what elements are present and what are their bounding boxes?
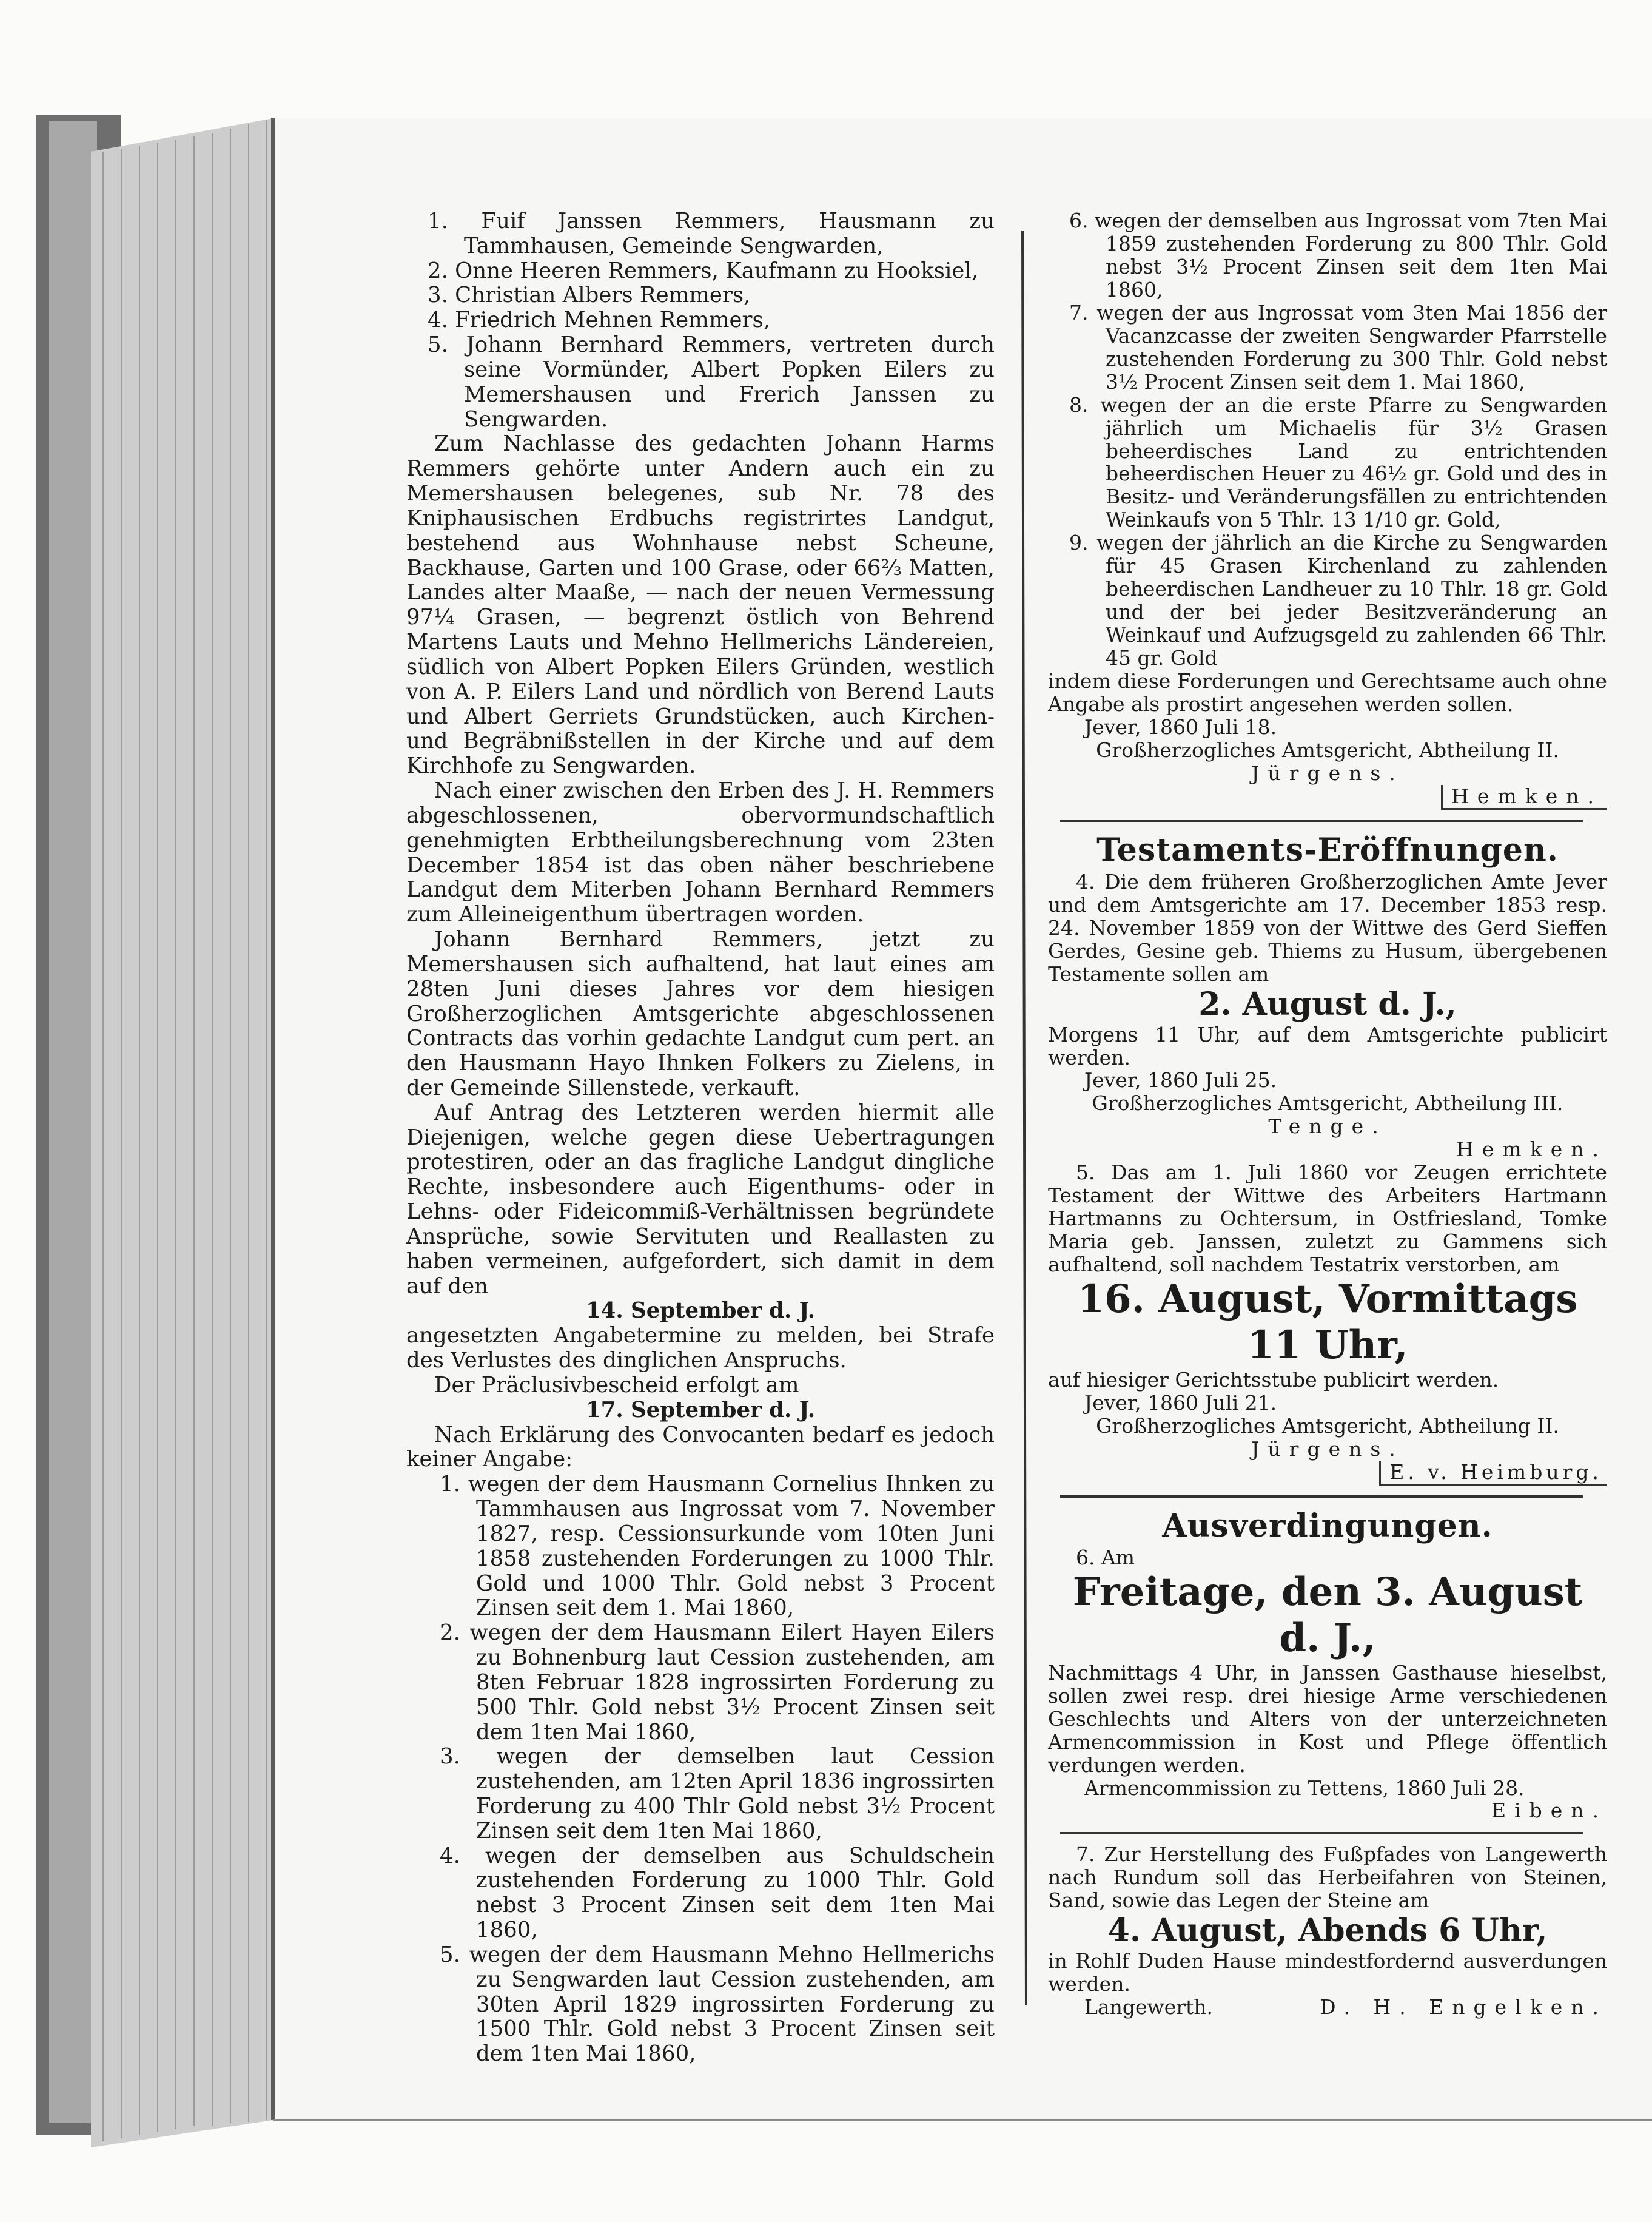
claim-item: 2. wegen der dem Hausmann Eilert Hayen Eilers zu Bohnenburg laut Cession zustehenden, am 8ten Februar 1828 ingrossirten Forderung zu 500 Thlr. Gold nebst 3½ Procent Zinsen seit dem 1ten Mai 1860, [440, 1620, 995, 1745]
estate-paragraph: Zum Nachlasse des gedachten Johann Harms Remmers gehörte unter Andern auch ein zu Memershausen belegenes, sub Nr. 78 des Kniphausischen Erdbuchs registrirtes Landgut, bestehend aus Wohnhause nebst Scheune, Backhause, Garten und 100 Grase, oder 66⅔ Matten, Landes alter Maaße, — nach der neuen Vermessung 97¼ Grasen, — begrenzt östlich von Behrend Martens Lauts und Mehno Hellmerichs Ländereien, südlich von Albert Popken Eilers Gründen, westlich von A. P. Eilers Land und nördlich von Berend Lauts und Albert Gerriets Grundstücken, auch Kirchen- und Begräbnißstellen in der Kirche und auf dem Kirchhofe zu Sengwarden. [406, 431, 995, 779]
heir-item: 5. Johann Bernhard Remmers, vertreten durch seine Vormünder, Albert Popken Eilers zu Memershausen und Frerich Janssen zu Sengwarden. [428, 332, 995, 432]
claim-item: 1. wegen der dem Hausmann Cornelius Ihnken zu Tammhausen aus Ingrossat vom 7. November 1827, resp. Cessionsurkunde vom 10ten Juni 1858 zustehenden Forderungen zu 1000 Thlr. Gold und 1000 Thlr. Gold nebst 3 Procent Zinsen seit dem 1. Mai 1860, [440, 1472, 995, 1621]
section-heading: Testaments-Eröffnungen. [1096, 831, 1559, 869]
claim-item: 3. wegen der demselben laut Cession zustehenden, am 12ten April 1836 ingrossirten Forderung zu 400 Thlr Gold nebst 3½ Procent Zinsen seit dem 1ten Mai 1860, [440, 1744, 995, 1843]
notice-paragraph: in Rohlf Duden Hause mindestfordernd ausverdungen werden. [1048, 1949, 1607, 1996]
right-column [1048, 209, 1607, 2019]
claim-item: 8. wegen der an die erste Pfarre zu Sengwarden jährlich um Michaelis für 3½ Grasen beheerdisches Land zu entrichtenden beheerdischen Heuer zu 46½ gr. Gold und des in Besitz- und Veränderungsfällen zu entrichtenden Weinkaufs von 5 Thlr. 13 1/10 gr. Gold, [1069, 392, 1607, 532]
heir-item: 2. Onne Heeren Remmers, Kaufmann zu Hooksiel, [428, 258, 979, 283]
claim-item: 7. wegen der aus Ingrossat vom 3ten Mai 1856 der Vacanzcasse der zweiten Sengwarder Pfarrstelle zustehenden Forderung zu 300 Thlr. Gold nebst 3½ Procent Zinsen seit dem 1. Mai 1860, [1069, 300, 1607, 394]
judge-signature: Tenge. [1268, 1114, 1387, 1139]
place-name: Langewerth. [1084, 1995, 1214, 2019]
notice-date: 4. August, Abends 6 Uhr, [1107, 1912, 1548, 1950]
heir-item: 4. Friedrich Mehnen Remmers, [428, 308, 770, 333]
section-heading: Ausverdingungen. [1162, 1507, 1493, 1544]
signer-signature: Eiben. [1491, 1799, 1607, 1823]
preclusion-paragraph: Der Präclusivbescheid erfolgt am [434, 1372, 799, 1398]
section-divider [1060, 820, 1583, 822]
judge-signature: Jürgens. [1251, 1436, 1404, 1461]
court-name: Großherzogliches Amtsgericht, Abtheilung III. [1092, 1091, 1563, 1116]
request-paragraph: Auf Antrag des Letzteren werden hiermit alle Diejenigen, welche gegen diese Uebertragungen protestiren, oder an das fragliche Landgut dingliche Rechte, insbesondere auch Eigenthums- oder in Lehns- oder Fideicommiß-Verhältnissen begründete Ansprüche, sowie Servituten und Reallasten zu haben vermeinen, aufgefordert, sich damit in dem auf den [406, 1100, 995, 1299]
claim-item: 9. wegen der jährlich an die Kirche zu Sengwarden für 45 Grasen Kirchenland zu zahlenden beheerdischen Landheuer zu 10 Thlr. 18 gr. Gold und der bei jeder Besitzveränderung an Weinkauf und Aufzugsgeld zu zahlenden 66 Thlr. 45 gr. Gold [1069, 531, 1607, 670]
convocant-paragraph: Nach Erklärung des Convocanten bedarf es jedoch keiner Angabe: [406, 1422, 995, 1472]
clerk-signature: E. v. Heimburg. [1379, 1461, 1607, 1486]
notice-paragraph: Morgens 11 Uhr, auf dem Amtsgerichte publicirt werden. [1048, 1022, 1607, 1069]
preclusion-date: 17. September d. J. [585, 1397, 816, 1422]
claim-item: 6. wegen der demselben aus Ingrossat vom 7ten Mai 1859 zustehenden Forderung zu 800 Thlr. Gold nebst 3½ Procent Zinsen seit dem 1ten Mai 1860, [1069, 209, 1607, 301]
left-column [406, 209, 995, 2067]
heir-item: 1. Fuif Janssen Remmers, Hausmann zu Tammhausen, Gemeinde Sengwarden, [428, 209, 995, 258]
place-date: Jever, 1860 Juli 25. [1084, 1068, 1277, 1092]
notice-paragraph: auf hiesiger Gerichtsstube publicirt werden. [1048, 1368, 1499, 1392]
section-divider [1060, 1832, 1583, 1834]
sale-paragraph: Johann Bernhard Remmers, jetzt zu Memershausen sich aufhaltend, hat laut eines am 28ten Juni dieses Jahres vor dem hiesigen Großherzoglichen Amtsgerichte abgeschlossenen Contracts das vorhin gedachte Landgut cum pert. an den Hausmann Hayo Ihnken Folkers zu Zielens, in der Gemeinde Sillenstede, verkauft. [406, 927, 995, 1100]
notice-paragraph: 7. Zur Herstellung des Fußpfades von Langewerth nach Rundum soll das Herbeifahren von Steinen, Sand, sowie das Legen der Steine am [1048, 1842, 1607, 1913]
notice-paragraph: Nachmittags 4 Uhr, in Janssen Gasthause hieselbst, sollen zwei resp. drei hiesige Arme verschiedenen Geschlechts und Alters von der unterzeichneten Armencommission in Kost und Pflege öffentlich verdungen werden. [1048, 1660, 1607, 1777]
signer-signature: D. H. Engelken. [1320, 1995, 1607, 2019]
registration-paragraph: angesetzten Angabetermine zu melden, bei Strafe des Verlustes des dinglichen Anspruchs. [406, 1323, 995, 1373]
court-name: Großherzogliches Amtsgericht, Abtheilung II. [1096, 738, 1559, 762]
judge-signature: Jürgens. [1251, 761, 1404, 785]
place-date: Jever, 1860 Juli 18. [1084, 715, 1277, 739]
notice-paragraph: 5. Das am 1. Juli 1860 vor Zeugen errichtete Testament der Wittwe des Arbeiters Hartmann Hartmanns zu Ochtersum, in Ostfriesland, Tomke Maria geb. Janssen, zuletzt zu Gammens sich aufhaltend, soll nachdem Testatrix verstorben, am [1048, 1160, 1607, 1277]
court-name: Großherzogliches Amtsgericht, Abtheilung II. [1096, 1413, 1559, 1438]
claims-tail: indem diese Forderungen und Gerechtsame auch ohne Angabe als prostirt angesehen werden sollen. [1048, 669, 1607, 716]
notice-number: 6. Am [1076, 1545, 1135, 1569]
place-date: Armencommission zu Tettens, 1860 Juli 28. [1084, 1776, 1525, 1800]
claim-item: 5. wegen der dem Hausmann Mehno Hellmerichs zu Sengwarden laut Cession zustehenden, am 30ten April 1829 ingrossirten Forderung zu 1500 Thlr. Gold nebst 3 Procent Zinsen seit dem 1ten Mai 1860, [440, 1942, 995, 2067]
clerk-signature: Hemken. [1456, 1137, 1607, 1162]
notice-date: 16. August, Vormittags 11 Uhr, [1077, 1276, 1578, 1369]
registration-date: 14. September d. J. [585, 1298, 816, 1324]
division-paragraph: Nach einer zwischen den Erben des J. H. Remmers abgeschlossenen, obervormundschaftlich genehmigten Erbtheilungsberechnung vom 23ten December 1854 ist das oben näher beschriebene Landgut dem Miterben Johann Bernhard Remmers zum Alleineigenthum übertragen worden. [406, 778, 995, 928]
clerk-signature: Hemken. [1441, 785, 1607, 810]
heir-item: 3. Christian Albers Remmers, [428, 283, 751, 308]
claim-item: 4. wegen der demselben aus Schuldschein zustehenden Forderung zu 1000 Thlr. Gold nebst 3 Procent Zinsen seit dem 1ten Mai 1860, [440, 1843, 995, 1943]
notice-date: Freitage, den 3. August d. J., [1072, 1569, 1583, 1661]
notice-date: 2. August d. J., [1198, 985, 1457, 1023]
place-date: Jever, 1860 Juli 21. [1084, 1390, 1277, 1415]
section-divider [1060, 1495, 1583, 1498]
notice-paragraph: 4. Die dem früheren Großherzoglichen Amte Jever und dem Amtsgerichte am 17. December 1853 resp. 24. November 1859 von der Wittwe des Gerd Sieffen Gerdes, Gesine geb. Thiems zu Husum, übergebenen Testamente sollen am [1048, 869, 1607, 986]
